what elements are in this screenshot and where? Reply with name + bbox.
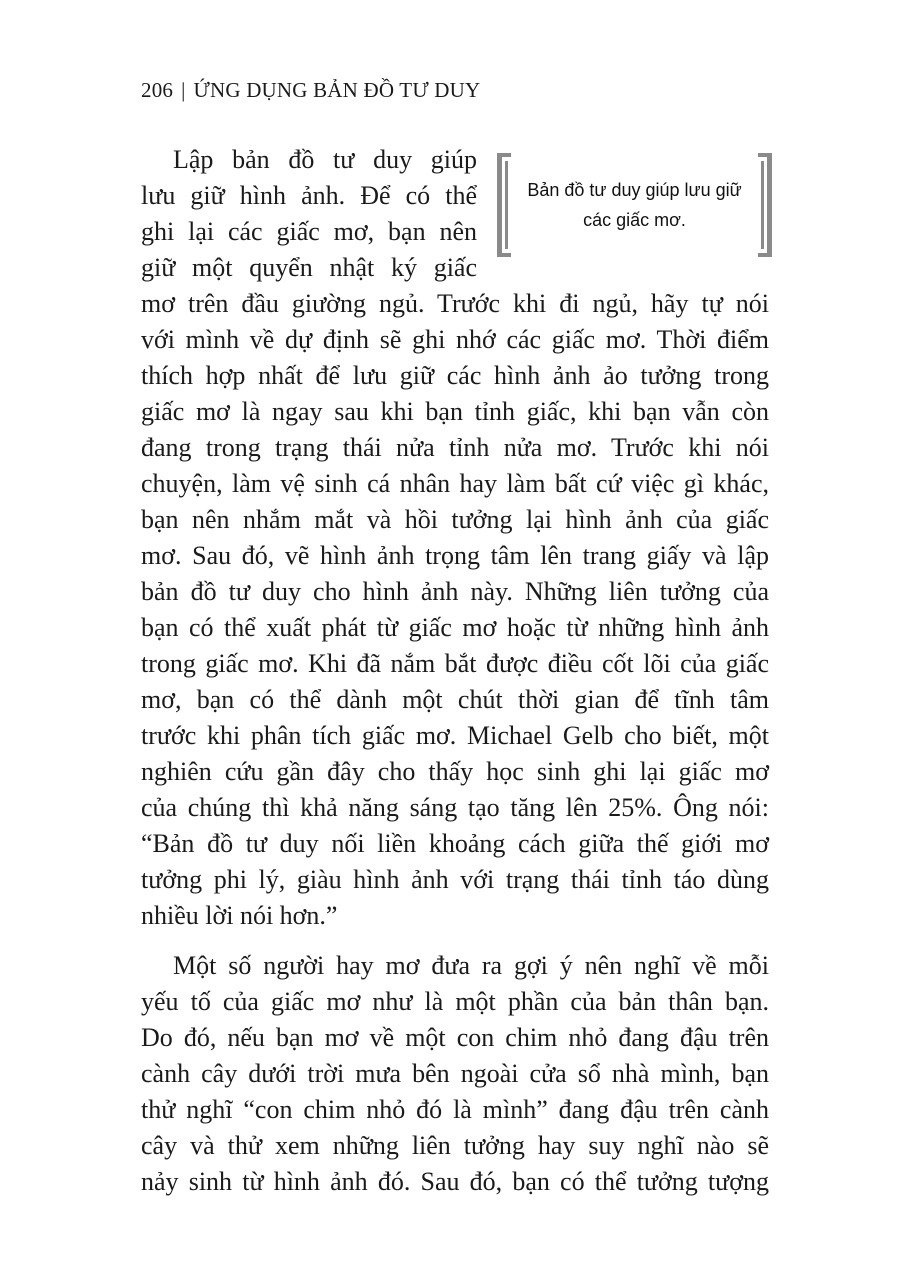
paragraph-line: trước khi phân tích giấc mơ. Michael Gelb cho biết, một [141, 721, 769, 750]
right-bracket-decoration [758, 153, 772, 257]
page-number: 206 [141, 78, 174, 102]
left-bracket-decoration [497, 153, 511, 257]
paragraph-line: mơ, bạn có thể dành một chút thời gian để tĩnh tâm [141, 685, 769, 714]
paragraph-line: cây và thử xem những liên tưởng hay suy nghĩ nào sẽ [141, 1131, 769, 1160]
pull-quote-line: Bản đồ tư duy giúp lưu giữ [527, 180, 742, 200]
paragraph-line: cành cây dưới trời mưa bên ngoài cửa sổ nhà mình, bạn [141, 1059, 769, 1088]
running-header [141, 78, 480, 103]
paragraph-line: đang trong trạng thái nửa tỉnh nửa mơ. Trước khi nói [141, 433, 769, 462]
book-title: ỨNG DỤNG BẢN ĐỒ TƯ DUY [193, 78, 481, 102]
paragraph-line: giữ một quyển nhật ký giấc [141, 253, 477, 282]
pull-quote-line: các giấc mơ. [583, 210, 686, 230]
paragraph-line: bạn nên nhắm mắt và hồi tưởng lại hình ảnh của giấc [141, 505, 769, 534]
paragraph-line: chuyện, làm vệ sinh cá nhân hay làm bất cứ việc gì khác, [141, 469, 769, 498]
paragraph-line: lưu giữ hình ảnh. Để có thể [141, 181, 477, 210]
paragraph-line: ghi lại các giấc mơ, bạn nên [141, 217, 477, 246]
paragraph-line: tưởng phi lý, giàu hình ảnh với trạng thái tỉnh táo dùng [141, 865, 769, 894]
paragraph-line: giấc mơ là ngay sau khi bạn tỉnh giấc, khi bạn vẫn còn [141, 397, 769, 426]
paragraph-line: trong giấc mơ. Khi đã nắm bắt được điều cốt lõi của giấc [141, 649, 769, 678]
paragraph-line: với mình về dự định sẽ ghi nhớ các giấc mơ. Thời điểm [141, 325, 769, 354]
pull-quote-text [517, 175, 752, 235]
paragraph-line: thích hợp nhất để lưu giữ các hình ảnh ảo tưởng trong [141, 361, 769, 390]
paragraph-line: Lập bản đồ tư duy giúp [173, 145, 477, 174]
paragraph-line: bạn có thể xuất phát từ giấc mơ hoặc từ những hình ảnh [141, 613, 769, 642]
paragraph-line: nhiều lời nói hơn.” [141, 901, 338, 930]
header-separator: | [181, 78, 186, 102]
pull-quote-box [497, 153, 772, 257]
paragraph-line: của chúng thì khả năng sáng tạo tăng lên 25%. Ông nói: [141, 793, 769, 822]
paragraph-line: nghiên cứu gần đây cho thấy học sinh ghi lại giấc mơ [141, 757, 769, 786]
paragraph-line: thử nghĩ “con chim nhỏ đó là mình” đang đậu trên cành [141, 1095, 769, 1124]
paragraph-line: bản đồ tư duy cho hình ảnh này. Những liên tưởng của [141, 577, 769, 606]
paragraph-line: yếu tố của giấc mơ như là một phần của bản thân bạn. [141, 987, 769, 1016]
paragraph-line: “Bản đồ tư duy nối liền khoảng cách giữa thế giới mơ [141, 829, 769, 858]
paragraph-line: Một số người hay mơ đưa ra gợi ý nên nghĩ về mỗi [173, 951, 769, 980]
paragraph-line: nảy sinh từ hình ảnh đó. Sau đó, bạn có thể tưởng tượng [141, 1167, 769, 1196]
paragraph-line: Do đó, nếu bạn mơ về một con chim nhỏ đang đậu trên [141, 1023, 769, 1052]
paragraph-line: mơ trên đầu giường ngủ. Trước khi đi ngủ, hãy tự nói [141, 289, 769, 318]
paragraph-line: mơ. Sau đó, vẽ hình ảnh trọng tâm lên trang giấy và lập [141, 541, 769, 570]
